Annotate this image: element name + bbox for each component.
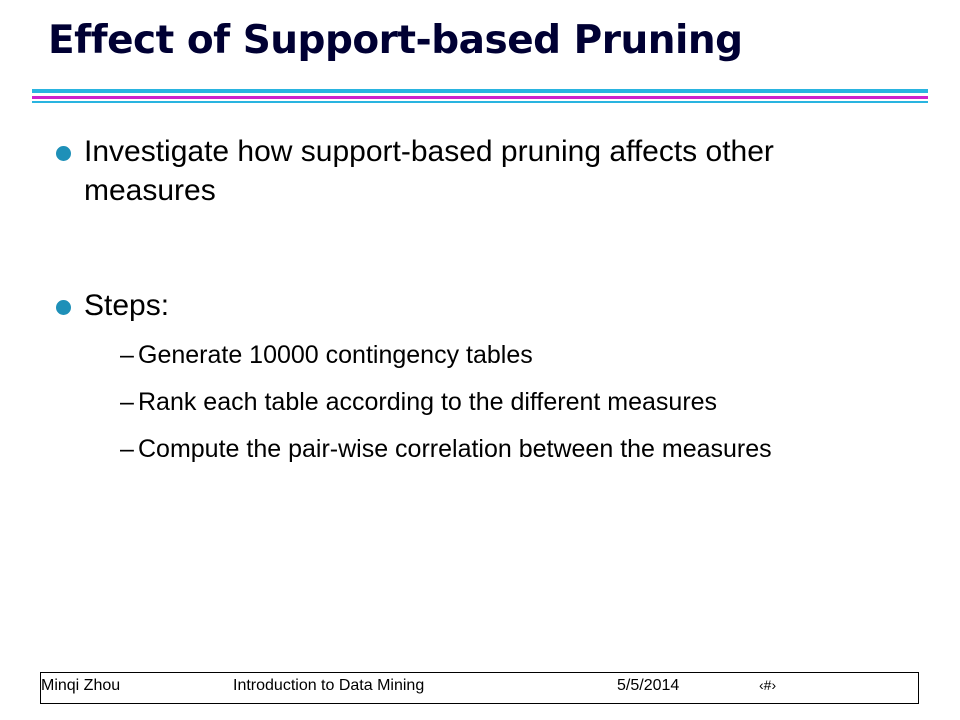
sub-bullet-text: Rank each table according to the different measures bbox=[138, 388, 718, 416]
footer-course: Introduction to Data Mining bbox=[233, 677, 425, 694]
bullet-item bbox=[56, 132, 876, 210]
sub-bullet-item bbox=[120, 433, 900, 466]
bullet-item bbox=[56, 286, 876, 325]
slide-footer bbox=[40, 672, 919, 704]
dash-marker: – bbox=[120, 388, 134, 416]
sub-bullet-text: Generate 10000 contingency tables bbox=[138, 341, 533, 369]
footer-date: 5/5/2014 bbox=[617, 677, 680, 694]
title-rule-middle bbox=[32, 96, 928, 99]
bullet-text: Steps: bbox=[84, 289, 170, 322]
bullet-dot-icon bbox=[56, 300, 71, 315]
title-rule-top bbox=[32, 89, 928, 93]
dash-marker: – bbox=[120, 435, 134, 463]
dash-marker: – bbox=[120, 341, 134, 369]
bullet-dot-icon bbox=[56, 146, 71, 161]
bullet-text: Investigate how support-based pruning affects other measures bbox=[84, 135, 774, 207]
slide-title: Effect of Support-based Pruning bbox=[48, 18, 743, 63]
footer-author: Minqi Zhou bbox=[41, 677, 121, 694]
footer-page-number: ‹#› bbox=[759, 677, 777, 693]
sub-bullet-item bbox=[120, 386, 900, 419]
sub-bullet-text: Compute the pair-wise correlation between the measures bbox=[138, 435, 772, 463]
title-rule-bottom bbox=[32, 101, 928, 103]
sub-bullet-item bbox=[120, 339, 900, 372]
